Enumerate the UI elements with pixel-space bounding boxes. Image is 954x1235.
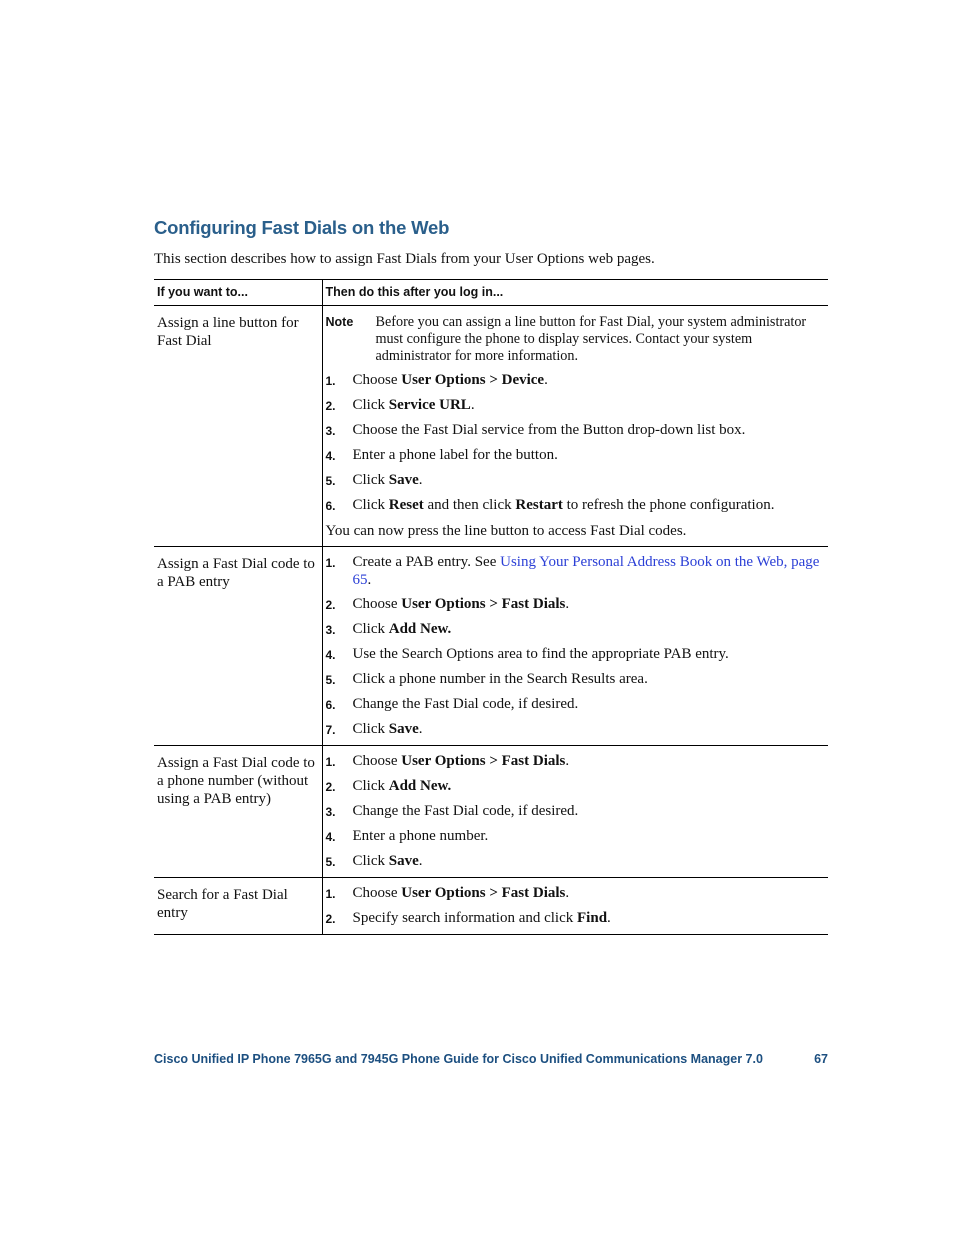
step-ui-term: Add New. [388,621,452,637]
list-item [326,595,826,614]
step-number: 5. [325,673,336,687]
steps-cell [322,306,828,547]
step-list [326,553,826,739]
step-text-end: . [565,753,570,769]
step-number: 1. [325,755,336,769]
step-text: Change the Fast Dial code, if desired. [352,803,579,819]
table-row [154,878,828,935]
list-item [326,909,826,928]
list-item [326,720,826,739]
list-item [326,695,826,714]
table-row [154,306,828,547]
step-text-end: . [607,910,611,926]
step-text: Click [352,621,389,637]
step-text: Use the Search Options area to find the appropriate PAB entry. [352,646,729,662]
step-number: 4. [325,830,336,844]
note-block [326,314,826,365]
step-text: Click [352,721,389,737]
step-ui-term: User Options > Fast Dials [401,596,566,612]
step-text: Choose [352,372,402,388]
list-item [326,471,826,490]
step-number: 2. [325,780,336,794]
step-text-end: . [470,397,475,413]
steps-cell [322,878,828,935]
step-text-end: . [565,596,570,612]
step-text: Enter a phone label for the button. [352,447,558,463]
step-ui-term: Add New. [388,778,452,794]
step-ui-term: User Options > Fast Dials [401,885,566,901]
step-ui-term: Service URL [388,397,471,413]
step-text: Choose the Fast Dial service from the Button drop-down list box. [352,422,746,438]
step-number: 6. [325,499,336,513]
step-number: 2. [325,399,336,413]
step-text-end: . [418,472,423,488]
step-ui-term: Save [388,721,419,737]
list-item [326,496,826,515]
step-text: Click [352,472,389,488]
step-number: 1. [325,556,336,570]
list-item [326,620,826,639]
step-number: 6. [325,698,336,712]
fast-dial-table [154,279,828,935]
step-number: 2. [325,598,336,612]
page-footer [154,1052,828,1066]
step-text-end: . [565,885,570,901]
step-text: Specify search information and click [352,910,578,926]
step-list [326,752,826,871]
step-text-end: . [418,853,423,869]
column-header-action: Then do this after you log in... [322,280,828,306]
step-number: 4. [325,449,336,463]
step-text-end: . [367,572,372,588]
step-text: Click [352,853,389,869]
page-number: 67 [814,1052,828,1066]
note-label: Note [325,315,354,329]
step-text: Choose [352,885,402,901]
step-text-end: . [418,721,423,737]
list-item [326,645,826,664]
task-cell: Assign a Fast Dial code to a phone number (without using a PAB entry) [154,746,322,878]
task-cell: Assign a line button for Fast Dial [157,315,299,349]
table-row [154,746,828,878]
after-steps-text: You can now press the line button to access Fast Dial codes. [325,523,687,539]
list-item [326,446,826,465]
step-number: 1. [325,374,336,388]
step-number: 3. [325,424,336,438]
steps-cell [322,547,828,746]
section-title: Configuring Fast Dials on the Web [154,217,450,238]
step-ui-term: Reset [388,497,424,513]
list-item [326,421,826,440]
list-item [326,777,826,796]
column-header-task: If you want to... [154,280,322,306]
list-item [326,852,826,871]
table-row [154,547,828,746]
step-number: 2. [325,912,336,926]
list-item [326,884,826,903]
step-text: Create a PAB entry. See [352,554,501,570]
step-ui-term: Save [388,853,419,869]
step-text: Click [352,497,389,513]
step-text: Click a phone number in the Search Results area. [352,671,648,687]
step-text: Choose [352,753,402,769]
list-item [326,371,826,390]
step-ui-term: Find [577,910,608,926]
step-ui-term: Save [388,472,419,488]
step-number: 5. [325,855,336,869]
step-list [326,884,826,928]
intro-paragraph: This section describes how to assign Fast Dials from your User Options web pages. [154,251,655,267]
task-cell: Search for a Fast Dial entry [154,878,322,935]
step-text: Enter a phone number. [352,828,489,844]
step-ui-term: User Options > Device [401,372,545,388]
list-item [326,553,826,589]
step-text-mid: and then click [423,497,516,513]
cross-reference-link[interactable]: Using Your Personal Address Book on the Web, page 65 [352,554,820,588]
list-item [326,396,826,415]
note-text: Before you can assign a line button for Fast Dial, your system administrator must configure the phone to display services. Contact your system administrator for more information. [375,314,807,364]
step-text: Change the Fast Dial code, if desired. [352,696,579,712]
step-number: 7. [325,723,336,737]
step-number: 1. [325,887,336,901]
step-number: 4. [325,648,336,662]
step-text-end: . [544,372,548,388]
step-number: 5. [325,474,336,488]
list-item [326,802,826,821]
step-text: Click [352,778,389,794]
footer-title: Cisco Unified IP Phone 7965G and 7945G Phone Guide for Cisco Unified Communications Manager 7.0 [154,1052,763,1066]
task-cell: Assign a Fast Dial code to a PAB entry [154,547,322,746]
step-number: 3. [325,623,336,637]
step-ui-term: Restart [515,497,563,513]
list-item [326,827,826,846]
table-header-row [154,280,828,306]
step-ui-term: User Options > Fast Dials [401,753,566,769]
step-number: 3. [325,805,336,819]
list-item [326,670,826,689]
step-text: Click [352,397,389,413]
step-text-end: to refresh the phone configuration. [562,497,775,513]
list-item [326,752,826,771]
steps-cell [322,746,828,878]
step-list [326,371,826,515]
step-text: Choose [352,596,402,612]
